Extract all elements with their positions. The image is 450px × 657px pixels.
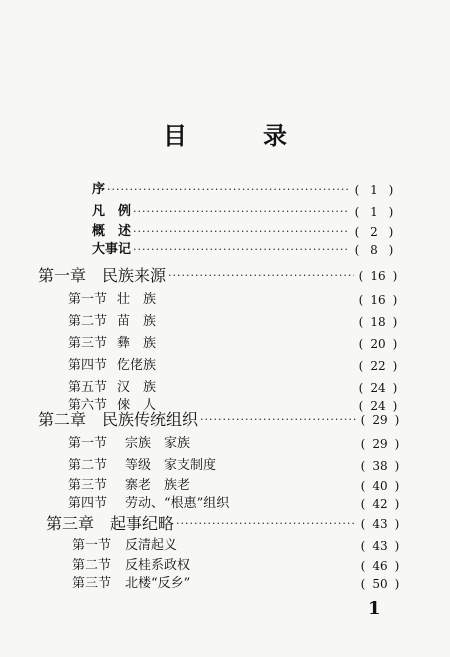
section-title: 宗族 家族	[125, 436, 191, 451]
leader-dots	[200, 410, 356, 430]
toc-section[interactable]	[72, 536, 358, 556]
section-number: 第一节	[68, 292, 108, 307]
section-title: 反清起义	[125, 538, 178, 553]
section-title: 寨老 族老	[125, 478, 191, 493]
page-ref: ( 43 )	[360, 517, 400, 531]
section-number: 第四节	[68, 496, 108, 511]
leader-dots	[133, 240, 348, 260]
section-number: 第二节	[68, 314, 108, 329]
section-number: 第四节	[68, 358, 108, 373]
page-ref: ( 20 )	[358, 337, 398, 351]
section-title: 等级 家支制度	[125, 458, 217, 473]
section-title: 汉 族	[117, 380, 157, 395]
page-ref: ( 1 )	[354, 205, 394, 219]
toc-section[interactable]	[68, 378, 358, 398]
page-ref: ( 42 )	[360, 497, 400, 511]
section-number: 第二节	[72, 558, 112, 573]
section-title: 苗 族	[117, 314, 157, 329]
toc-entry-preface[interactable]	[92, 180, 350, 200]
page-ref: ( 50 )	[360, 577, 400, 591]
section-title: 反桂系政权	[125, 558, 191, 573]
section-number: 第三节	[72, 576, 112, 591]
section-number: 第五节	[68, 380, 108, 395]
page-ref: ( 46 )	[360, 559, 400, 573]
toc-section[interactable]	[68, 494, 358, 514]
toc-section[interactable]	[68, 312, 358, 332]
chapter-label: 第一章 民族来源	[38, 266, 167, 285]
section-number: 第六节	[68, 398, 108, 413]
leader-dots	[107, 180, 348, 200]
toc-chapter-3[interactable]	[46, 514, 358, 534]
page-number: 1	[368, 598, 381, 619]
entry-label: 凡 例	[92, 204, 132, 219]
entry-label: 概 述	[92, 224, 132, 239]
page-ref: ( 1 )	[354, 183, 394, 197]
toc-section[interactable]	[72, 556, 358, 576]
toc-entry-overview[interactable]	[92, 222, 350, 242]
toc-section[interactable]	[68, 476, 358, 496]
page-ref: ( 40 )	[360, 479, 400, 493]
entry-label: 大事记	[92, 242, 132, 257]
chapter-label: 第三章 起事纪略	[46, 514, 175, 533]
page-ref: ( 2 )	[354, 225, 394, 239]
section-number: 第二节	[68, 458, 108, 473]
page-ref: ( 16 )	[358, 293, 398, 307]
section-number: 第一节	[72, 538, 112, 553]
toc-chapter-1[interactable]	[38, 266, 356, 286]
page-ref: ( 18 )	[358, 315, 398, 329]
toc-entry-chronicle[interactable]	[92, 240, 350, 260]
toc-entry-notes[interactable]	[92, 202, 350, 222]
toc-section[interactable]	[68, 356, 358, 376]
leader-dots	[176, 514, 356, 534]
toc-chapter-2[interactable]	[38, 410, 358, 430]
section-title: 壮 族	[117, 292, 157, 307]
page-ref: ( 22 )	[358, 359, 398, 373]
page-ref: ( 24 )	[358, 399, 398, 413]
toc-section[interactable]	[68, 434, 358, 454]
page-ref: ( 38 )	[360, 459, 400, 473]
section-title: 倈 人	[117, 398, 157, 413]
leader-dots	[168, 266, 354, 286]
section-number: 第一节	[68, 436, 108, 451]
page-ref: ( 16 )	[358, 269, 398, 283]
section-title: 劳动、“根惠”组织	[125, 496, 230, 511]
entry-label: 序	[92, 182, 106, 197]
page-ref: ( 24 )	[358, 381, 398, 395]
page-ref: ( 29 )	[360, 437, 400, 451]
section-number: 第三节	[68, 478, 108, 493]
leader-dots	[133, 202, 348, 222]
toc-section[interactable]	[68, 456, 358, 476]
section-title: 彝 族	[117, 336, 157, 351]
leader-dots	[133, 222, 348, 242]
toc-section[interactable]	[68, 334, 358, 354]
page-ref: ( 29 )	[360, 413, 400, 427]
chapter-label: 第二章 民族传统组织	[38, 410, 199, 429]
page-ref: ( 8 )	[354, 243, 394, 257]
page-ref: ( 43 )	[360, 539, 400, 553]
toc-section[interactable]	[68, 290, 358, 310]
section-number: 第三节	[68, 336, 108, 351]
toc-section[interactable]	[72, 574, 358, 594]
page-title: 目 录	[163, 121, 313, 150]
section-title: 北楼“反乡”	[125, 576, 191, 591]
section-title: 仡佬族	[117, 358, 157, 373]
